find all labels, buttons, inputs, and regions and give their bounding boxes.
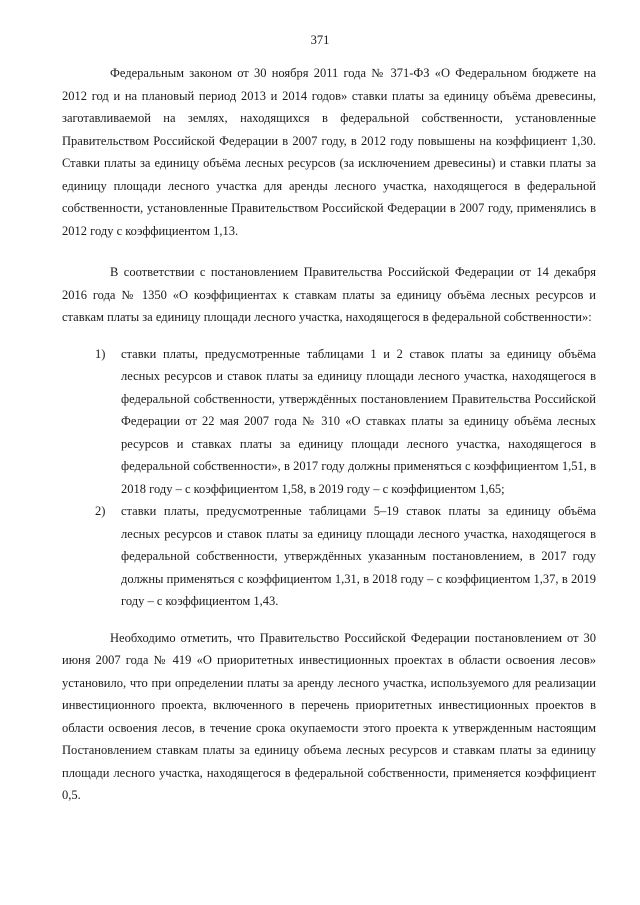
paragraph-priority-projects: Необходимо отметить, что Правительство Российской Федерации постановлением от 30 июня 2007 года № 419 «О приоритетных инвестиционных проектах в области освоения лесов» установило, что при определении платы за аренду лесного участка, используемого для реализации инвестиционного проекта, включенного в перечень приоритетных инвестиционных проектов в области освоения лесов, в течение срока окупаемости этого проекта к утвержденным настоящим Постановлением ставкам платы за единицу объема лесных ресурсов и ставкам платы за единицу площади лесного участка, находящегося в федеральной собственности, применяется коэффициент 0,5.: [62, 630, 596, 802]
list-marker: 2): [95, 504, 106, 518]
paragraph-federal-law: Федеральным законом от 30 ноября 2011 года № 371-ФЗ «О Федеральном бюджете на 2012 год и на плановый период 2013 и 2014 годов» ставки платы за единицу объёма древесины, заготавливаемой на землях, находящихся в федеральной собственности, установленные Правительством Российской Федерации в 2007 году, в 2012 году повышены на коэффициент 1,30. Ставки платы за единицу объёма лесных ресурсов (за исключением древесины) и ставки платы за единицу площади лесного участка для аренды лесного участка, находящегося в федеральной собственности, установленные Правительством Российской Федерации в 2007 году, применялись в 2012 году с коэффициентом 1,13.: [62, 66, 596, 238]
list-item: [62, 343, 596, 501]
document-body: [62, 62, 596, 807]
list-item-text: ставки платы, предусмотренные таблицами 5–19 ставок платы за единицу объёма лесных ресурсов и ставок платы за единицу площади лесного участка, находящегося в федеральной собственности, утверждённых указанным постановлением, в 2017 году должны применяться с коэффициентом 1,31, в 2018 году – с коэффициентом 1,37, в 2019 году – с коэффициентом 1,43.: [121, 504, 596, 608]
list-item-text: ставки платы, предусмотренные таблицами 1 и 2 ставок платы за единицу объёма лесных ресурсов и ставок платы за единицу площади лесного участка, находящегося в федеральной собственности, утверждённых постановлением Правительства Российской Федерации от 22 мая 2007 года № 310 «О ставках платы за единицу объёма лесных ресурсов и ставках платы за единицу площади лесного участка, находящегося в федеральной собственности», в 2017 году должны применяться с коэффициентом 1,51, в 2018 году – с коэффициентом 1,58, в 2019 году – с коэффициентом 1,65;: [121, 346, 596, 496]
coefficient-list: [62, 343, 596, 613]
page-number: 371: [310, 33, 330, 47]
paragraph-government-decree: В соответствии с постановлением Правительства Российской Федерации от 14 декабря 2016 года № 1350 «О коэффициентах к ставкам платы за единицу объёма лесных ресурсов и ставкам платы за единицу площади лесного участка, находящегося в федеральной собственности»:: [62, 265, 596, 324]
list-marker: 1): [95, 346, 106, 361]
list-item: [62, 500, 596, 613]
